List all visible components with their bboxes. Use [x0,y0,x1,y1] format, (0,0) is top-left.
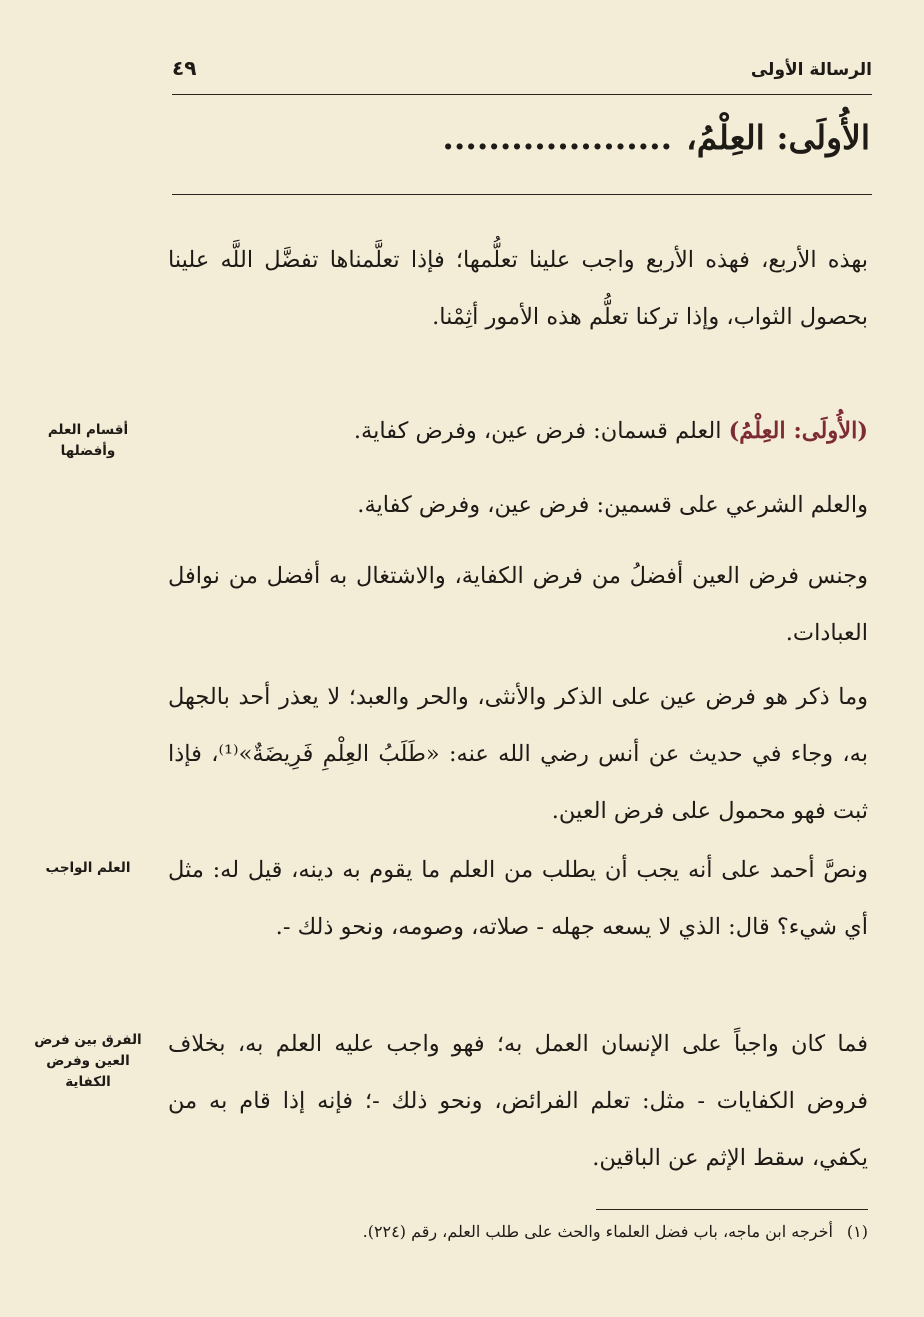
header-rule [172,94,872,95]
paragraph-2-text: العلم قسمان: فرض عين، وفرض كفاية. [353,418,722,444]
paragraph-2 [168,403,868,460]
section-heading [230,118,870,157]
footnote-rule [596,1209,868,1210]
footnote-text: أخرجه ابن ماجه، باب فضل العلماء والحث على طلب العلم، رقم (٢٢٤). [362,1222,833,1241]
paragraph-4: وجنس فرض العين أفضلُ من فرض الكفاية، والاشتغال به أفضل من نوافل العبادات. [168,563,868,646]
margin-note-knowledge-types: أقسام العلم وأفضلها [47,422,129,459]
paragraph-3: والعلم الشرعي على قسمين: فرض عين، وفرض كفاية. [357,492,868,518]
paragraph-1: بهذه الأربع، فهذه الأربع واجب علينا تعلُّمها؛ فإذا تعلَّمناها تفضَّل اللَّه علينا بحصول الثواب، وإذا تركنا تعلُّم هذه الأمور أثِمْنا. [168,247,868,330]
footnote [168,1222,868,1241]
paragraph-6: ونصَّ أحمد على أنه يجب أن يطلب من العلم ما يقوم به دينه، قيل له: مثل أي شيء؟ قال: الذي لا يسعه جهله - صلاته، وصومه، ونحو ذلك -. [168,857,868,940]
section-heading-dots: .................... [442,118,673,157]
paragraph-7: فما كان واجباً على الإنسان العمل به؛ فهو واجب عليه العلم به، بخلاف فروض الكفايات - مثل: تعلم الفرائض، ونحو ذلك -؛ فإنه إذا قام به من يكفي، سقط الإثم عن الباقين. [168,1031,868,1171]
page-number: ٤٩ [172,56,197,80]
section-heading-text: الأُولَى: العِلْمُ، [686,118,870,157]
running-title: الرسالة الأولى [750,60,872,80]
margin-note-difference: الفرق بين فرض العين وفرض الكفاية [34,1032,142,1090]
margin-note-obligatory-knowledge: العلم الواجب [45,860,131,876]
section-rule [172,194,872,195]
quoted-heading: (الأُولَى: العِلْمُ) [728,418,868,444]
footnote-mark: (١) [846,1222,868,1241]
paragraph-5: وما ذكر هو فرض عين على الذكر والأنثى، والحر والعبد؛ لا يعذر أحد بالجهل به، وجاء في حديث عن أنس رضي الله عنه: «طَلَبُ العِلْمِ فَرِيضَةٌ»⁽¹⁾، فإذا ثبت فهو محمول على فرض العين. [168,684,869,824]
